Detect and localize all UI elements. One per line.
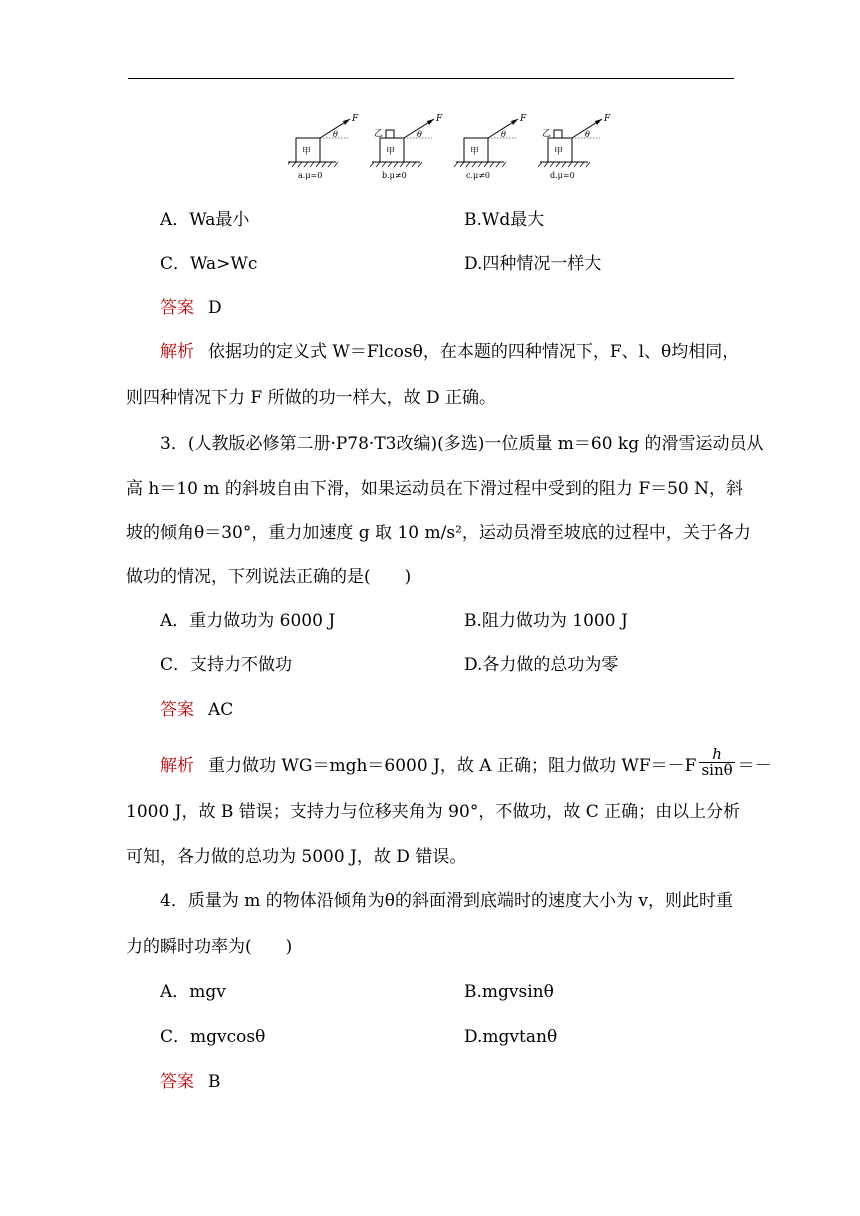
- fig-block-label: 甲: [554, 147, 564, 157]
- fig-angle-label: θ: [585, 130, 590, 139]
- answer-label: 答案: [160, 1072, 194, 1092]
- answer-label: 答案: [160, 298, 194, 318]
- answer-value: AC: [208, 700, 234, 720]
- answer-value: B: [208, 1072, 221, 1092]
- force-diagram-figure: [288, 112, 618, 186]
- q2-option-b: B.Wd最大: [464, 210, 545, 230]
- fig-small-block-label: 乙: [374, 129, 384, 139]
- q3-option-d: D.各力做的总功为零: [464, 655, 619, 675]
- analysis-label: 解析: [160, 756, 194, 776]
- q3-analysis-line2: 1000 J，故 B 错误；支持力与位移夹角为 90°，不做功，故 C 正确；由以上分析: [126, 802, 741, 822]
- q4-answer: [160, 1074, 221, 1091]
- answer-label: 答案: [160, 700, 194, 720]
- fig-block-label: 甲: [302, 147, 312, 157]
- analysis-text: 依据功的定义式 W＝Flcosθ，在本题的四种情况下，F、l、θ均相同，: [208, 342, 740, 362]
- diagram-d: [538, 114, 611, 180]
- q3-option-b: B.阻力做功为 1000 J: [464, 611, 628, 631]
- q4-stem-line2: 力的瞬时功率为( ): [126, 937, 293, 957]
- fig-caption: b.μ≠0: [382, 171, 407, 180]
- q2-option-a: A．Wa最小: [160, 210, 250, 230]
- fig-force-label: F: [520, 114, 527, 124]
- q3-option-a: A．重力做功为 6000 J: [160, 611, 336, 631]
- q2-option-d: D.四种情况一样大: [464, 254, 602, 274]
- q3-stem-line1: 3．(人教版必修第二册·P78·T3改编)(多选)一位质量 m＝60 kg 的滑雪运动员从: [160, 434, 764, 454]
- fig-force-label: F: [436, 114, 443, 124]
- q4-option-c: C．mgvcosθ: [160, 1027, 266, 1047]
- q4-option-a: A．mgv: [160, 982, 226, 1002]
- q3-analysis-line1: [160, 745, 772, 782]
- fig-caption: d.μ=0: [550, 171, 575, 180]
- analysis-text: 重力做功 WG＝mgh＝6000 J，故 A 正确；阻力做功 WF＝－F: [208, 756, 697, 776]
- answer-value: D: [208, 298, 222, 318]
- fig-force-label: F: [604, 114, 611, 124]
- fig-block-label: 甲: [386, 147, 396, 157]
- header-rule: [128, 78, 734, 79]
- q2-answer: [160, 300, 222, 317]
- q3-answer: [160, 702, 233, 719]
- fig-caption: a.μ=0: [298, 171, 323, 180]
- q3-stem-line2: 高 h＝10 m 的斜坡自由下滑，如果运动员在下滑过程中受到的阻力 F＝50 N，斜: [126, 479, 744, 499]
- q4-option-b: B.mgvsinθ: [464, 982, 554, 1002]
- fraction-numerator: h: [699, 747, 734, 763]
- q3-option-c: C．支持力不做功: [160, 655, 293, 675]
- fig-caption: c.μ≠0: [466, 171, 491, 180]
- diagram-c: [454, 114, 527, 180]
- analysis-label: 解析: [160, 342, 194, 362]
- fig-block-label: 甲: [470, 147, 480, 157]
- q3-analysis-line3: 可知，各力做的总功为 5000 J，故 D 错误。: [126, 847, 467, 867]
- fig-small-block-label: 乙: [542, 129, 552, 139]
- fig-angle-label: θ: [333, 130, 338, 139]
- q2-analysis-line2: 则四种情况下力 F 所做的功一样大，故 D 正确。: [126, 388, 497, 408]
- q2-option-c: C．Wa>Wc: [160, 254, 258, 274]
- fig-angle-label: θ: [417, 130, 422, 139]
- fig-angle-label: θ: [501, 130, 506, 139]
- analysis-text-tail: ＝－: [737, 756, 772, 776]
- q4-stem-line1: 4．质量为 m 的物体沿倾角为θ的斜面滑到底端时的速度大小为 v，则此时重: [160, 891, 733, 911]
- q4-option-d: D.mgvtanθ: [464, 1027, 558, 1047]
- diagram-b: [370, 114, 443, 180]
- fraction: [699, 747, 734, 778]
- diagram-a: [288, 114, 359, 180]
- fraction-denominator: sinθ: [701, 761, 733, 779]
- q3-stem-line3: 坡的倾角θ＝30°，重力加速度 g 取 10 m/s²，运动员滑至坡底的过程中，关于各力: [126, 523, 751, 543]
- q2-analysis-line1: [160, 344, 739, 361]
- fig-force-label: F: [352, 114, 359, 124]
- q3-stem-line4: 做功的情况，下列说法正确的是( ): [126, 567, 412, 587]
